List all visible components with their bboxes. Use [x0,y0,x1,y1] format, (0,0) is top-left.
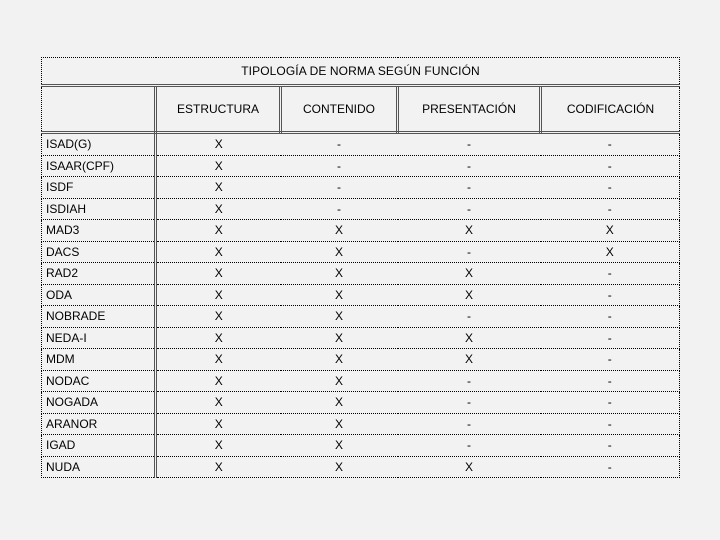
table-row [42,284,680,306]
cell-contenido: X [281,349,398,371]
table-row [42,220,680,242]
cell-presentacion: - [398,155,541,177]
cell-estructura: X [156,263,281,285]
cell-estructura: X [156,392,281,414]
cell-estructura: X [156,220,281,242]
row-norm-name: MDM [42,349,156,371]
cell-estructura: X [156,349,281,371]
table-title: TIPOLOGÍA DE NORMA SEGÚN FUNCIÓN [42,58,680,86]
cell-contenido: X [281,413,398,435]
cell-estructura: X [156,177,281,199]
cell-codificacion: - [541,413,680,435]
cell-contenido: X [281,306,398,328]
cell-presentacion: - [398,198,541,220]
row-norm-name: ODA [42,284,156,306]
cell-contenido: X [281,370,398,392]
cell-contenido: X [281,392,398,414]
cell-presentacion: X [398,349,541,371]
cell-estructura: X [156,133,281,156]
row-norm-name: ISDIAH [42,198,156,220]
cell-estructura: X [156,413,281,435]
cell-presentacion: - [398,370,541,392]
table-row [42,349,680,371]
column-header-row [42,86,680,133]
table-row [42,306,680,328]
cell-estructura: X [156,435,281,457]
cell-estructura: X [156,155,281,177]
cell-estructura: X [156,241,281,263]
cell-presentacion: X [398,220,541,242]
row-norm-name: NOGADA [42,392,156,414]
cell-presentacion: - [398,306,541,328]
table-row [42,263,680,285]
row-norm-name: NEDA-I [42,327,156,349]
cell-presentacion: - [398,435,541,457]
row-norm-name: ISAD(G) [42,133,156,156]
cell-codificacion: - [541,155,680,177]
cell-estructura: X [156,306,281,328]
norm-typology-table-container [41,57,679,478]
cell-presentacion: - [398,177,541,199]
corner-header-cell [42,86,156,133]
cell-codificacion: - [541,370,680,392]
cell-contenido: - [281,198,398,220]
cell-codificacion: - [541,392,680,414]
cell-codificacion: - [541,349,680,371]
cell-presentacion: X [398,263,541,285]
row-norm-name: NODAC [42,370,156,392]
cell-contenido: X [281,220,398,242]
row-norm-name: NOBRADE [42,306,156,328]
cell-presentacion: - [398,392,541,414]
cell-estructura: X [156,456,281,478]
cell-contenido: X [281,263,398,285]
column-header-codificacion: CODIFICACIÓN [541,86,680,133]
cell-contenido: X [281,456,398,478]
table-row [42,456,680,478]
cell-contenido: X [281,327,398,349]
table-row [42,413,680,435]
table-row [42,370,680,392]
cell-codificacion: - [541,198,680,220]
row-norm-name: RAD2 [42,263,156,285]
cell-presentacion: - [398,241,541,263]
column-header-estructura: ESTRUCTURA [156,86,281,133]
cell-presentacion: X [398,456,541,478]
row-norm-name: IGAD [42,435,156,457]
cell-contenido: - [281,177,398,199]
norm-typology-table [41,57,680,478]
row-norm-name: ISAAR(CPF) [42,155,156,177]
cell-estructura: X [156,327,281,349]
table-row [42,435,680,457]
cell-estructura: X [156,370,281,392]
cell-codificacion: - [541,133,680,156]
table-row [42,177,680,199]
table-body [42,133,680,478]
column-header-presentacion: PRESENTACIÓN [398,86,541,133]
row-norm-name: NUDA [42,456,156,478]
cell-codificacion: X [541,241,680,263]
cell-codificacion: - [541,306,680,328]
row-norm-name: DACS [42,241,156,263]
row-norm-name: ARANOR [42,413,156,435]
table-row [42,327,680,349]
cell-estructura: X [156,198,281,220]
table-row [42,198,680,220]
cell-contenido: X [281,284,398,306]
cell-presentacion: - [398,133,541,156]
cell-codificacion: - [541,456,680,478]
column-header-contenido: CONTENIDO [281,86,398,133]
table-row [42,155,680,177]
cell-contenido: - [281,133,398,156]
table-row [42,133,680,156]
table-row [42,392,680,414]
row-norm-name: MAD3 [42,220,156,242]
cell-codificacion: - [541,284,680,306]
cell-estructura: X [156,284,281,306]
row-norm-name: ISDF [42,177,156,199]
cell-contenido: X [281,435,398,457]
cell-codificacion: - [541,177,680,199]
cell-codificacion: - [541,327,680,349]
table-row [42,241,680,263]
table-title-row [42,58,680,86]
cell-codificacion: X [541,220,680,242]
cell-presentacion: X [398,284,541,306]
cell-presentacion: X [398,327,541,349]
cell-contenido: X [281,241,398,263]
cell-presentacion: - [398,413,541,435]
cell-codificacion: - [541,435,680,457]
cell-codificacion: - [541,263,680,285]
cell-contenido: - [281,155,398,177]
